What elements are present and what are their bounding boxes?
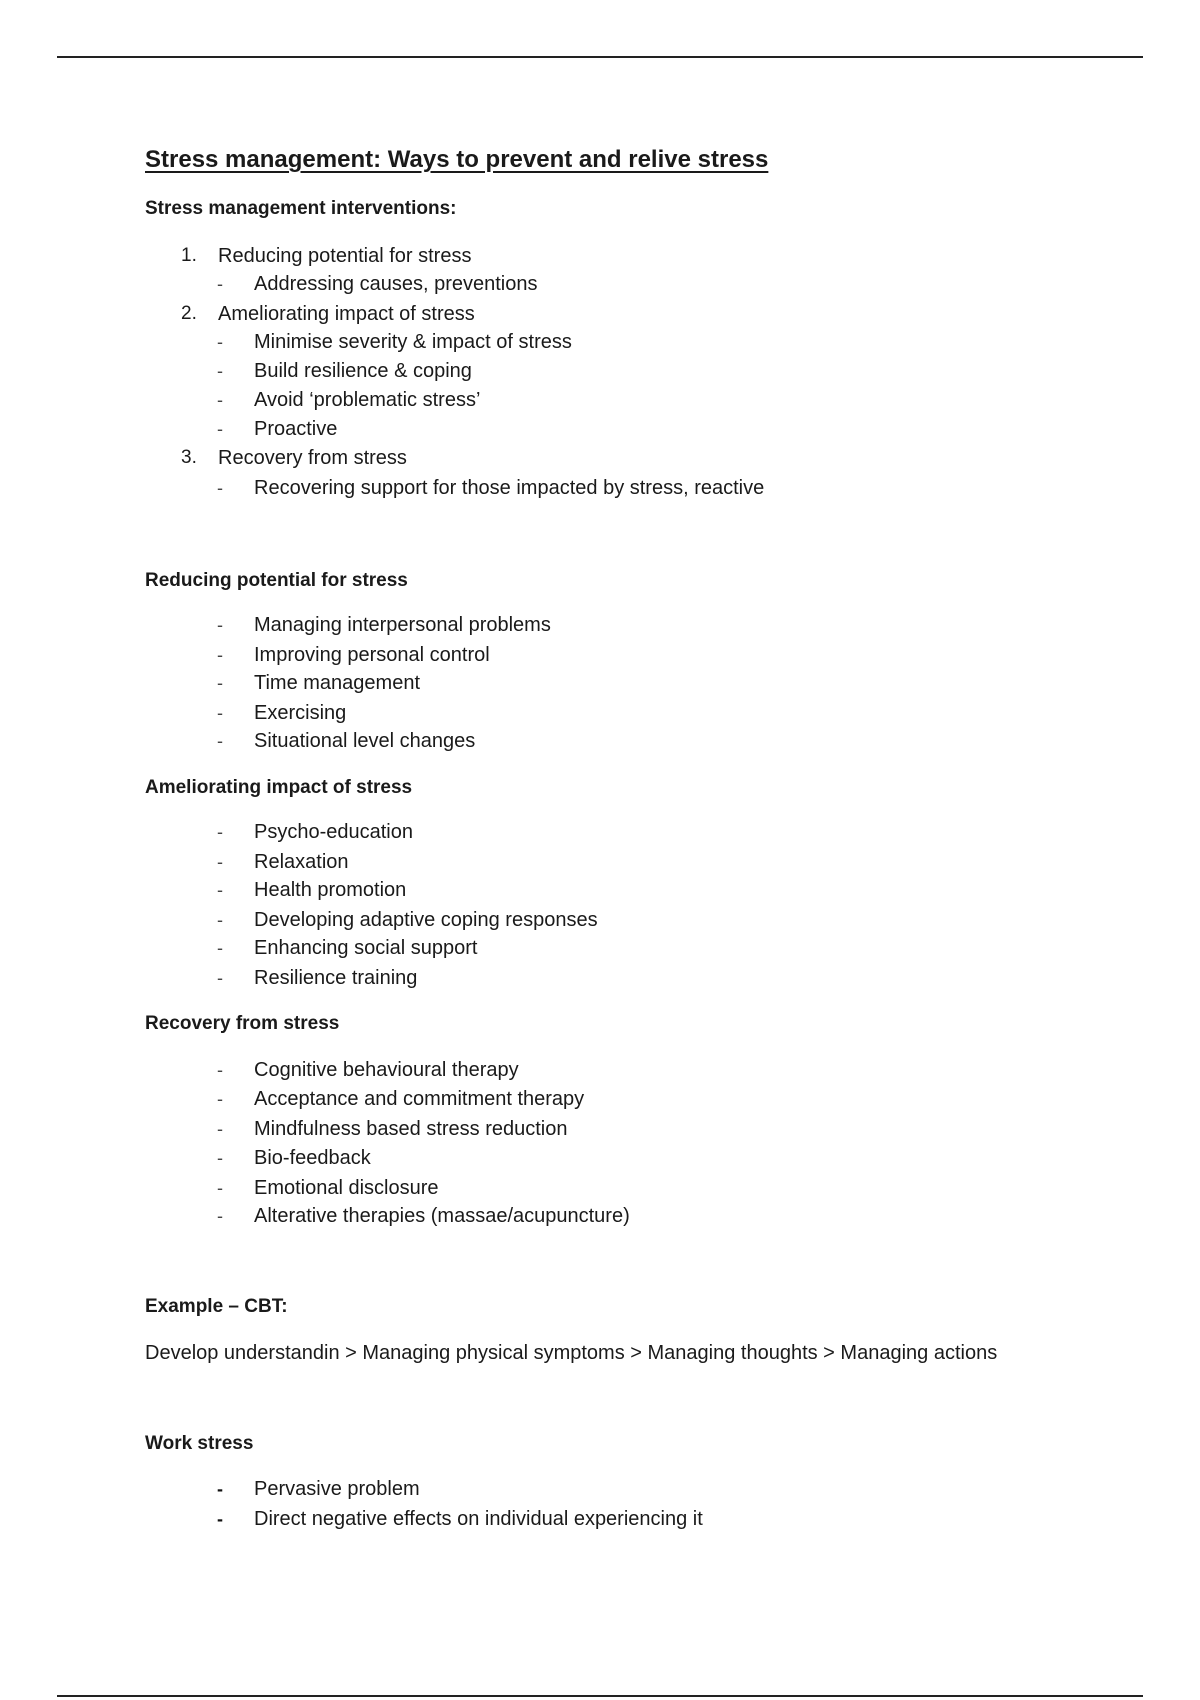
list-item: Pervasive problem [254, 1478, 420, 1500]
list-item: Ameliorating impact of stress [218, 303, 475, 325]
list-item: Mindfulness based stress reduction [254, 1118, 568, 1140]
list-item: Cognitive behavioural therapy [254, 1059, 519, 1081]
bullet-dash: - [217, 1206, 223, 1226]
list-item: Health promotion [254, 879, 407, 901]
list-item: Acceptance and commitment therapy [254, 1088, 585, 1110]
list-subitem: Addressing causes, preventions [254, 273, 538, 295]
bullet-dash: - [217, 332, 223, 352]
bullet-dash: - [217, 673, 223, 693]
bullet-dash: - [217, 1509, 223, 1529]
bullet-dash: - [217, 615, 223, 635]
recovery-heading: Recovery from stress [145, 1013, 340, 1034]
top-rule [57, 56, 1143, 58]
document-title: Stress management: Ways to prevent and relive stress [145, 146, 769, 173]
list-item: Reducing potential for stress [218, 245, 472, 267]
list-item: Recovery from stress [218, 447, 407, 469]
list-item: Situational level changes [254, 730, 476, 752]
list-subitem: Minimise severity & impact of stress [254, 331, 572, 353]
bullet-dash: - [217, 645, 223, 665]
example-heading: Example – CBT: [145, 1296, 288, 1317]
list-subitem: Avoid ‘problematic stress’ [254, 389, 481, 411]
list-item: Developing adaptive coping responses [254, 909, 598, 931]
list-item: Relaxation [254, 851, 349, 873]
bullet-dash: - [217, 968, 223, 988]
list-item: Resilience training [254, 967, 418, 989]
work-stress-heading: Work stress [145, 1433, 254, 1454]
list-item: Alterative therapies (massae/acupuncture) [254, 1205, 630, 1227]
bullet-dash: - [217, 1178, 223, 1198]
bullet-dash: - [217, 910, 223, 930]
list-number: 2. [181, 303, 197, 324]
bullet-dash: - [217, 274, 223, 294]
bullet-dash: - [217, 419, 223, 439]
list-item: Direct negative effects on individual experiencing it [254, 1508, 703, 1530]
reducing-heading: Reducing potential for stress [145, 570, 408, 591]
bullet-dash: - [217, 1089, 223, 1109]
bottom-rule [57, 1695, 1143, 1697]
list-item: Time management [254, 672, 420, 694]
bullet-dash: - [217, 1060, 223, 1080]
bullet-dash: - [217, 852, 223, 872]
bullet-dash: - [217, 731, 223, 751]
bullet-dash: - [217, 822, 223, 842]
list-item: Emotional disclosure [254, 1177, 439, 1199]
bullet-dash: - [217, 938, 223, 958]
list-item: Bio-feedback [254, 1147, 371, 1169]
list-item: Psycho-education [254, 821, 413, 843]
bullet-dash: - [217, 880, 223, 900]
list-number: 1. [181, 245, 197, 266]
bullet-dash: - [217, 1148, 223, 1168]
bullet-dash: - [217, 1479, 223, 1499]
bullet-dash: - [217, 1119, 223, 1139]
ameliorating-heading: Ameliorating impact of stress [145, 777, 413, 798]
list-subitem: Build resilience & coping [254, 360, 472, 382]
list-item: Improving personal control [254, 644, 490, 666]
list-item: Managing interpersonal problems [254, 614, 551, 636]
list-item: Exercising [254, 702, 347, 724]
example-text: Develop understandin > Managing physical symptoms > Managing thoughts > Managing actions [145, 1342, 998, 1364]
list-number: 3. [181, 447, 197, 468]
list-subitem: Recovering support for those impacted by stress, reactive [254, 477, 765, 499]
list-subitem: Proactive [254, 418, 338, 440]
bullet-dash: - [217, 703, 223, 723]
list-item: Enhancing social support [254, 937, 478, 959]
interventions-heading: Stress management interventions: [145, 198, 457, 219]
bullet-dash: - [217, 390, 223, 410]
bullet-dash: - [217, 361, 223, 381]
bullet-dash: - [217, 478, 223, 498]
